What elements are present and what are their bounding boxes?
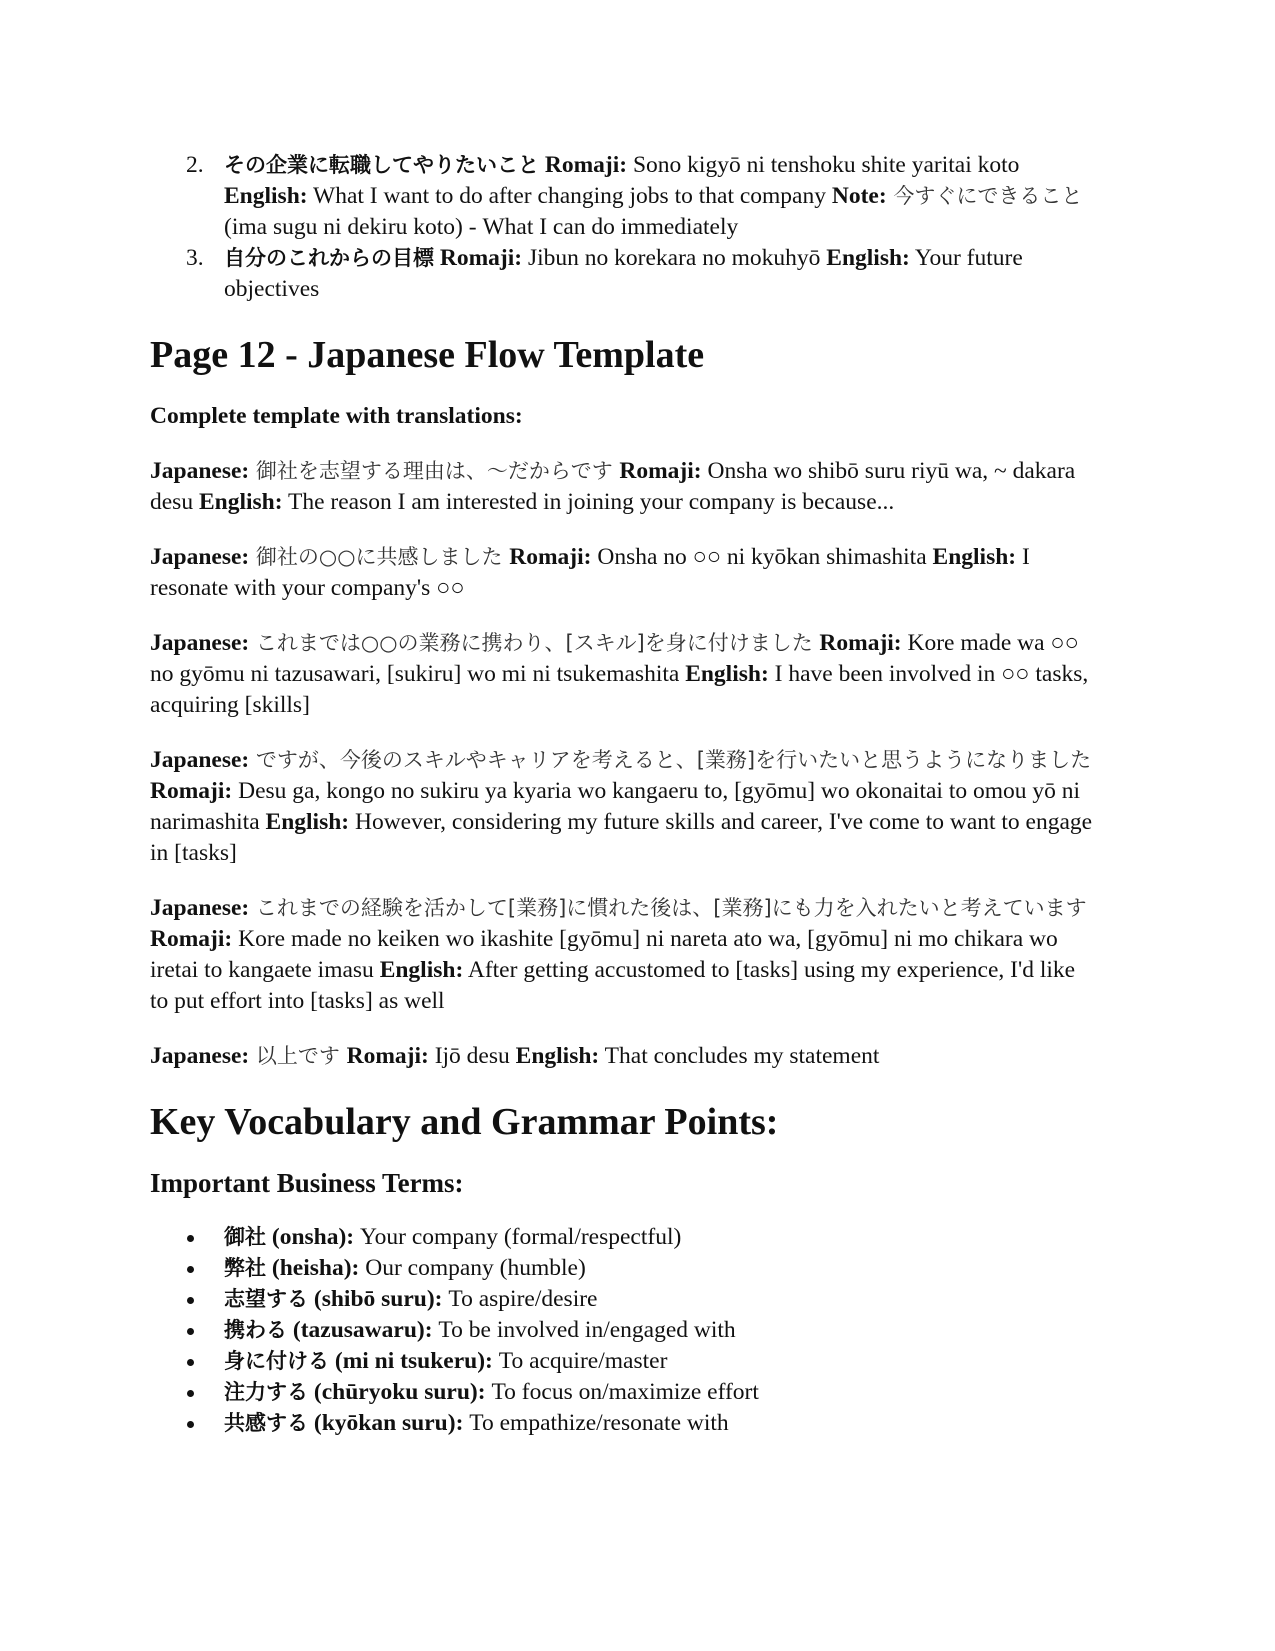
entry-japanese: 御社の○○に共感しました: [249, 545, 510, 569]
term-japanese: 携わる: [224, 1318, 287, 1342]
term-item: [224, 1377, 1095, 1408]
term-item: [224, 1315, 1095, 1346]
japanese-label: Japanese:: [150, 458, 250, 484]
item-japanese: その企業に転職してやりたいこと: [224, 153, 539, 177]
entry-english: I have been involved in ○○ tasks, acquiring [skills]: [150, 661, 1089, 718]
note-label: Note:: [831, 183, 887, 209]
entry-english: The reason I am interested in joining your company is because...: [282, 489, 895, 515]
item-japanese: 自分のこれからの目標: [224, 246, 434, 270]
term-item: [224, 1408, 1095, 1439]
entry-romaji: Kore made wa ○○ no gyōmu ni tazusawari, [sukiru] wo mi ni tsukemashita: [150, 630, 1079, 687]
term-meaning: To be involved in/engaged with: [432, 1317, 736, 1343]
template-entry: [150, 628, 1095, 721]
term-reading: (chūryoku suru):: [308, 1379, 486, 1405]
english-label: English:: [198, 489, 283, 515]
japanese-label: Japanese:: [150, 630, 250, 656]
term-japanese: 注力する: [224, 1380, 308, 1404]
term-reading: (heisha):: [266, 1255, 360, 1281]
list-item: [224, 150, 1095, 243]
japanese-label: Japanese:: [150, 895, 250, 921]
term-reading: (tazusawaru):: [287, 1317, 433, 1343]
english-label: English:: [932, 544, 1017, 570]
term-item: [224, 1222, 1095, 1253]
item-english: Your future objectives: [224, 245, 1023, 302]
term-meaning: Our company (humble): [359, 1255, 586, 1281]
numbered-list: [150, 150, 1095, 305]
entry-japanese: これまでは○○の業務に携わり、[スキル]を身に付けました: [249, 631, 820, 655]
romaji-label: Romaji:: [150, 778, 233, 804]
english-label: English:: [685, 661, 769, 687]
item-romaji: Sono kigyō ni tenshoku shite yaritai koto: [627, 152, 1020, 178]
english-label: English:: [515, 1043, 600, 1069]
term-item: [224, 1346, 1095, 1377]
entry-romaji: Onsha no ○○ ni kyōkan shimashita: [591, 544, 933, 570]
romaji-label: Romaji:: [150, 926, 233, 952]
entry-english: After getting accustomed to [tasks] using my experience, I'd like to put effort into [tasks] as well: [150, 957, 1076, 1014]
business-terms-heading: Important Business Terms:: [150, 1168, 464, 1198]
term-item: [224, 1253, 1095, 1284]
term-meaning: To empathize/resonate with: [463, 1410, 729, 1436]
vocabulary-heading: Key Vocabulary and Grammar Points:: [150, 1101, 779, 1143]
term-japanese: 弊社: [224, 1256, 266, 1280]
entry-japanese: これまでの経験を活かして[業務]に慣れた後は、[業務]にも力を入れたいと考えています: [249, 896, 1087, 920]
note-japanese: 今すぐにできること: [886, 184, 1083, 208]
entry-japanese: ですが、今後のスキルやキャリアを考えると、[業務]を行いたいと思うようになりました: [249, 748, 1092, 772]
entry-english: That concludes my statement: [599, 1043, 880, 1069]
template-entry: [150, 456, 1095, 518]
term-reading: (kyōkan suru):: [308, 1410, 464, 1436]
entry-romaji: Ijō desu: [428, 1043, 516, 1069]
template-entry: [150, 542, 1095, 604]
romaji-label: Romaji:: [544, 152, 628, 178]
entry-romaji: Kore made no keiken wo ikashite [gyōmu] ni nareta ato wa, [gyōmu] ni mo chikara wo iretai to kangaete imasu: [150, 926, 1058, 983]
list-item: [224, 243, 1095, 305]
term-reading: (onsha):: [266, 1224, 355, 1250]
entry-japanese: 以上です: [249, 1044, 347, 1068]
term-reading: (mi ni tsukeru):: [329, 1348, 493, 1374]
term-japanese: 志望する: [224, 1287, 308, 1311]
business-terms-list: [150, 1222, 1095, 1439]
entry-japanese: 御社を志望する理由は、〜だからです: [249, 459, 620, 483]
japanese-label: Japanese:: [150, 747, 250, 773]
romaji-label: Romaji:: [509, 544, 592, 570]
english-label: English:: [265, 809, 350, 835]
romaji-label: Romaji:: [819, 630, 902, 656]
entry-english: However, considering my future skills and career, I've come to want to engage in [tasks]: [150, 809, 1093, 866]
item-english: What I want to do after changing jobs to that company: [307, 183, 832, 209]
term-meaning: To acquire/master: [492, 1348, 668, 1374]
term-item: [224, 1284, 1095, 1315]
english-label: English:: [826, 245, 910, 271]
english-label: English:: [224, 183, 308, 209]
section-title: Page 12 - Japanese Flow Template: [150, 334, 705, 376]
japanese-label: Japanese:: [150, 1043, 250, 1069]
template-subtitle: Complete template with translations:: [150, 403, 523, 429]
english-label: English:: [379, 957, 464, 983]
entry-english: I resonate with your company's ○○: [150, 544, 1030, 601]
term-japanese: 御社: [224, 1225, 266, 1249]
romaji-label: Romaji:: [619, 458, 702, 484]
term-japanese: 共感する: [224, 1411, 308, 1435]
template-entry: [150, 1041, 1095, 1072]
term-meaning: To aspire/desire: [442, 1286, 598, 1312]
entry-romaji: Onsha wo shibō suru riyū wa, ~ dakara desu: [150, 458, 1076, 515]
item-romaji: Jibun no korekara no mokuhyō: [522, 245, 827, 271]
template-entry: [150, 893, 1095, 1017]
note-text: (ima sugu ni dekiru koto) - What I can do immediately: [224, 214, 739, 240]
term-reading: (shibō suru):: [308, 1286, 443, 1312]
term-meaning: Your company (formal/respectful): [354, 1224, 682, 1250]
term-meaning: To focus on/maximize effort: [485, 1379, 759, 1405]
japanese-label: Japanese:: [150, 544, 250, 570]
romaji-label: Romaji:: [439, 245, 523, 271]
template-entry: [150, 745, 1095, 869]
romaji-label: Romaji:: [346, 1043, 429, 1069]
term-japanese: 身に付ける: [224, 1349, 329, 1373]
entry-romaji: Desu ga, kongo no sukiru ya kyaria wo kangaeru to, [gyōmu] wo okonaitai to omou yō ni narimashita: [150, 778, 1081, 835]
